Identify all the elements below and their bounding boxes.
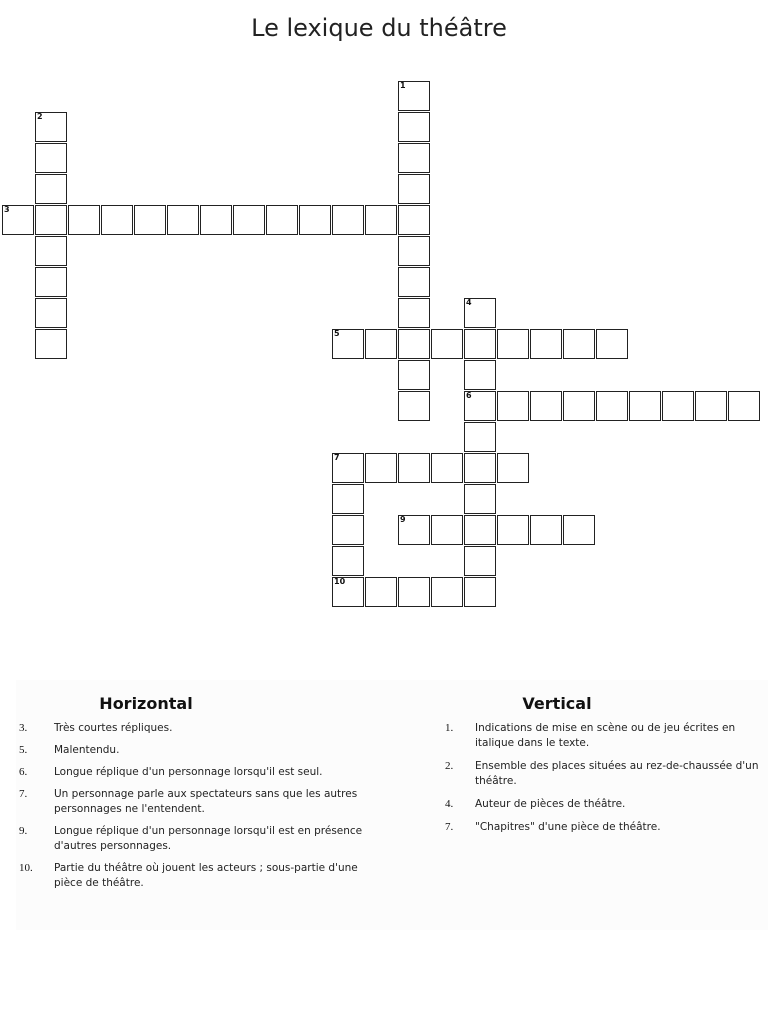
crossword-cell[interactable]: [365, 577, 397, 607]
clue-text: Auteur de pièces de théâtre.: [475, 798, 626, 810]
crossword-cell[interactable]: [530, 515, 562, 545]
crossword-cell[interactable]: [431, 329, 463, 359]
clue-number: 9.: [19, 825, 28, 837]
crossword-cell[interactable]: [398, 267, 430, 297]
crossword-cell[interactable]: [35, 143, 67, 173]
crossword-cell[interactable]: [398, 81, 430, 111]
crossword-cell[interactable]: [695, 391, 727, 421]
crossword-cell[interactable]: [464, 515, 496, 545]
crossword-cell[interactable]: [398, 515, 430, 545]
crossword-cell[interactable]: [35, 298, 67, 328]
vertical-clue: [412, 759, 768, 789]
crossword-cell[interactable]: [35, 174, 67, 204]
clue-number: 1: [400, 81, 406, 90]
page-title: Le lexique du théâtre: [251, 14, 507, 42]
crossword-cell[interactable]: [332, 484, 364, 514]
clue-number: 7.: [19, 788, 28, 800]
crossword-cell[interactable]: [464, 577, 496, 607]
crossword-cell[interactable]: [365, 205, 397, 235]
clue-text: Très courtes répliques.: [54, 722, 173, 734]
horizontal-clue: [16, 824, 388, 854]
crossword-cell[interactable]: [431, 515, 463, 545]
clue-number: 1.: [445, 722, 454, 734]
clue-number: 9: [400, 515, 406, 524]
crossword-cell[interactable]: [332, 546, 364, 576]
horizontal-clue-list: [16, 721, 388, 891]
crossword-cell[interactable]: [35, 236, 67, 266]
crossword-cell[interactable]: [431, 577, 463, 607]
crossword-cell[interactable]: [497, 391, 529, 421]
vertical-clue: [412, 797, 768, 812]
clue-number: 6: [466, 391, 472, 400]
horizontal-clues: [16, 680, 388, 898]
crossword-cell[interactable]: [596, 391, 628, 421]
crossword-cell[interactable]: [497, 515, 529, 545]
clue-text: Un personnage parle aux spectateurs sans que les autres personnages ne l'entendent.: [54, 788, 358, 815]
crossword-cell[interactable]: [464, 329, 496, 359]
crossword-cell[interactable]: [530, 329, 562, 359]
clue-text: Longue réplique d'un personnage lorsqu'il est en présence d'autres personnages.: [54, 825, 363, 852]
crossword-cell[interactable]: [563, 329, 595, 359]
crossword-cell[interactable]: [464, 546, 496, 576]
vertical-clue: [412, 721, 768, 751]
clue-number: 10.: [19, 862, 33, 874]
clue-number: 3: [4, 205, 10, 214]
crossword-cell[interactable]: [35, 267, 67, 297]
clue-number: 5: [334, 329, 340, 338]
crossword-cell[interactable]: [464, 360, 496, 390]
crossword-cell[interactable]: [431, 453, 463, 483]
crossword-cell[interactable]: [464, 391, 496, 421]
crossword-cell[interactable]: [365, 329, 397, 359]
crossword-cell[interactable]: [398, 298, 430, 328]
clue-number: 10: [334, 577, 346, 586]
horizontal-clue: [16, 721, 388, 736]
crossword-cell[interactable]: [629, 391, 661, 421]
crossword-cell[interactable]: [530, 391, 562, 421]
crossword-cell[interactable]: [398, 391, 430, 421]
crossword-cell[interactable]: [68, 205, 100, 235]
clue-text: Indications de mise en scène ou de jeu écrites en italique dans le texte.: [475, 722, 736, 749]
clue-text: Partie du théâtre où jouent les acteurs ; sous-partie d'une pièce de théâtre.: [54, 862, 358, 889]
horizontal-clue: [16, 765, 388, 780]
crossword-cell[interactable]: [464, 453, 496, 483]
crossword-cell[interactable]: [398, 453, 430, 483]
clue-number: 7.: [445, 821, 454, 833]
clue-text: Longue réplique d'un personnage lorsqu'il est seul.: [54, 766, 323, 778]
crossword-cell[interactable]: [35, 112, 67, 142]
clue-number: 6.: [19, 766, 28, 778]
crossword-cell[interactable]: [167, 205, 199, 235]
vertical-clue: [412, 820, 768, 835]
crossword-cell[interactable]: [497, 329, 529, 359]
crossword-cell[interactable]: [398, 205, 430, 235]
crossword-cell[interactable]: [200, 205, 232, 235]
clue-number: 2.: [445, 760, 454, 772]
crossword-cell[interactable]: [662, 391, 694, 421]
crossword-cell[interactable]: [398, 112, 430, 142]
clue-number: 5.: [19, 744, 28, 756]
crossword-cell[interactable]: [332, 329, 364, 359]
crossword-cell[interactable]: [563, 515, 595, 545]
crossword-cell[interactable]: [233, 205, 265, 235]
crossword-cell[interactable]: [398, 236, 430, 266]
crossword-cell[interactable]: [398, 360, 430, 390]
crossword-cell[interactable]: [134, 205, 166, 235]
crossword-cell[interactable]: [365, 453, 397, 483]
clue-text: Ensemble des places situées au rez-de-chaussée d'un théâtre.: [475, 760, 759, 787]
crossword-cell[interactable]: [332, 453, 364, 483]
crossword-cell[interactable]: [398, 143, 430, 173]
crossword-cell[interactable]: [35, 329, 67, 359]
horizontal-clue: [16, 787, 388, 817]
clue-text: Malentendu.: [54, 744, 120, 756]
crossword-cell[interactable]: [497, 453, 529, 483]
crossword-cell[interactable]: [596, 329, 628, 359]
crossword-cell[interactable]: [464, 484, 496, 514]
clue-number: 3.: [19, 722, 28, 734]
crossword-cell[interactable]: [398, 577, 430, 607]
crossword-cell[interactable]: [101, 205, 133, 235]
crossword-cell[interactable]: [35, 205, 67, 235]
clue-number: 4.: [445, 798, 454, 810]
crossword-cell[interactable]: [563, 391, 595, 421]
crossword-cell[interactable]: [332, 577, 364, 607]
horizontal-clue: [16, 861, 388, 891]
crossword-cell[interactable]: [332, 515, 364, 545]
horizontal-heading: Horizontal: [99, 694, 193, 713]
crossword-cell[interactable]: [464, 298, 496, 328]
crossword-cell[interactable]: [728, 391, 760, 421]
vertical-heading: Vertical: [522, 694, 592, 713]
clue-number: 4: [466, 298, 472, 307]
crossword-cell[interactable]: [266, 205, 298, 235]
crossword-cell[interactable]: [464, 422, 496, 452]
crossword-cell[interactable]: [332, 205, 364, 235]
crossword-cell[interactable]: [398, 174, 430, 204]
crossword-cell[interactable]: [2, 205, 34, 235]
crossword-cell[interactable]: [299, 205, 331, 235]
crossword-cell[interactable]: [398, 329, 430, 359]
clues-panel: [16, 680, 768, 930]
horizontal-clue: [16, 743, 388, 758]
clue-number: 7: [334, 453, 340, 462]
clue-number: 2: [37, 112, 43, 121]
clue-text: "Chapitres" d'une pièce de théâtre.: [475, 821, 661, 833]
vertical-clues: [412, 680, 768, 843]
vertical-clue-list: [412, 721, 768, 835]
